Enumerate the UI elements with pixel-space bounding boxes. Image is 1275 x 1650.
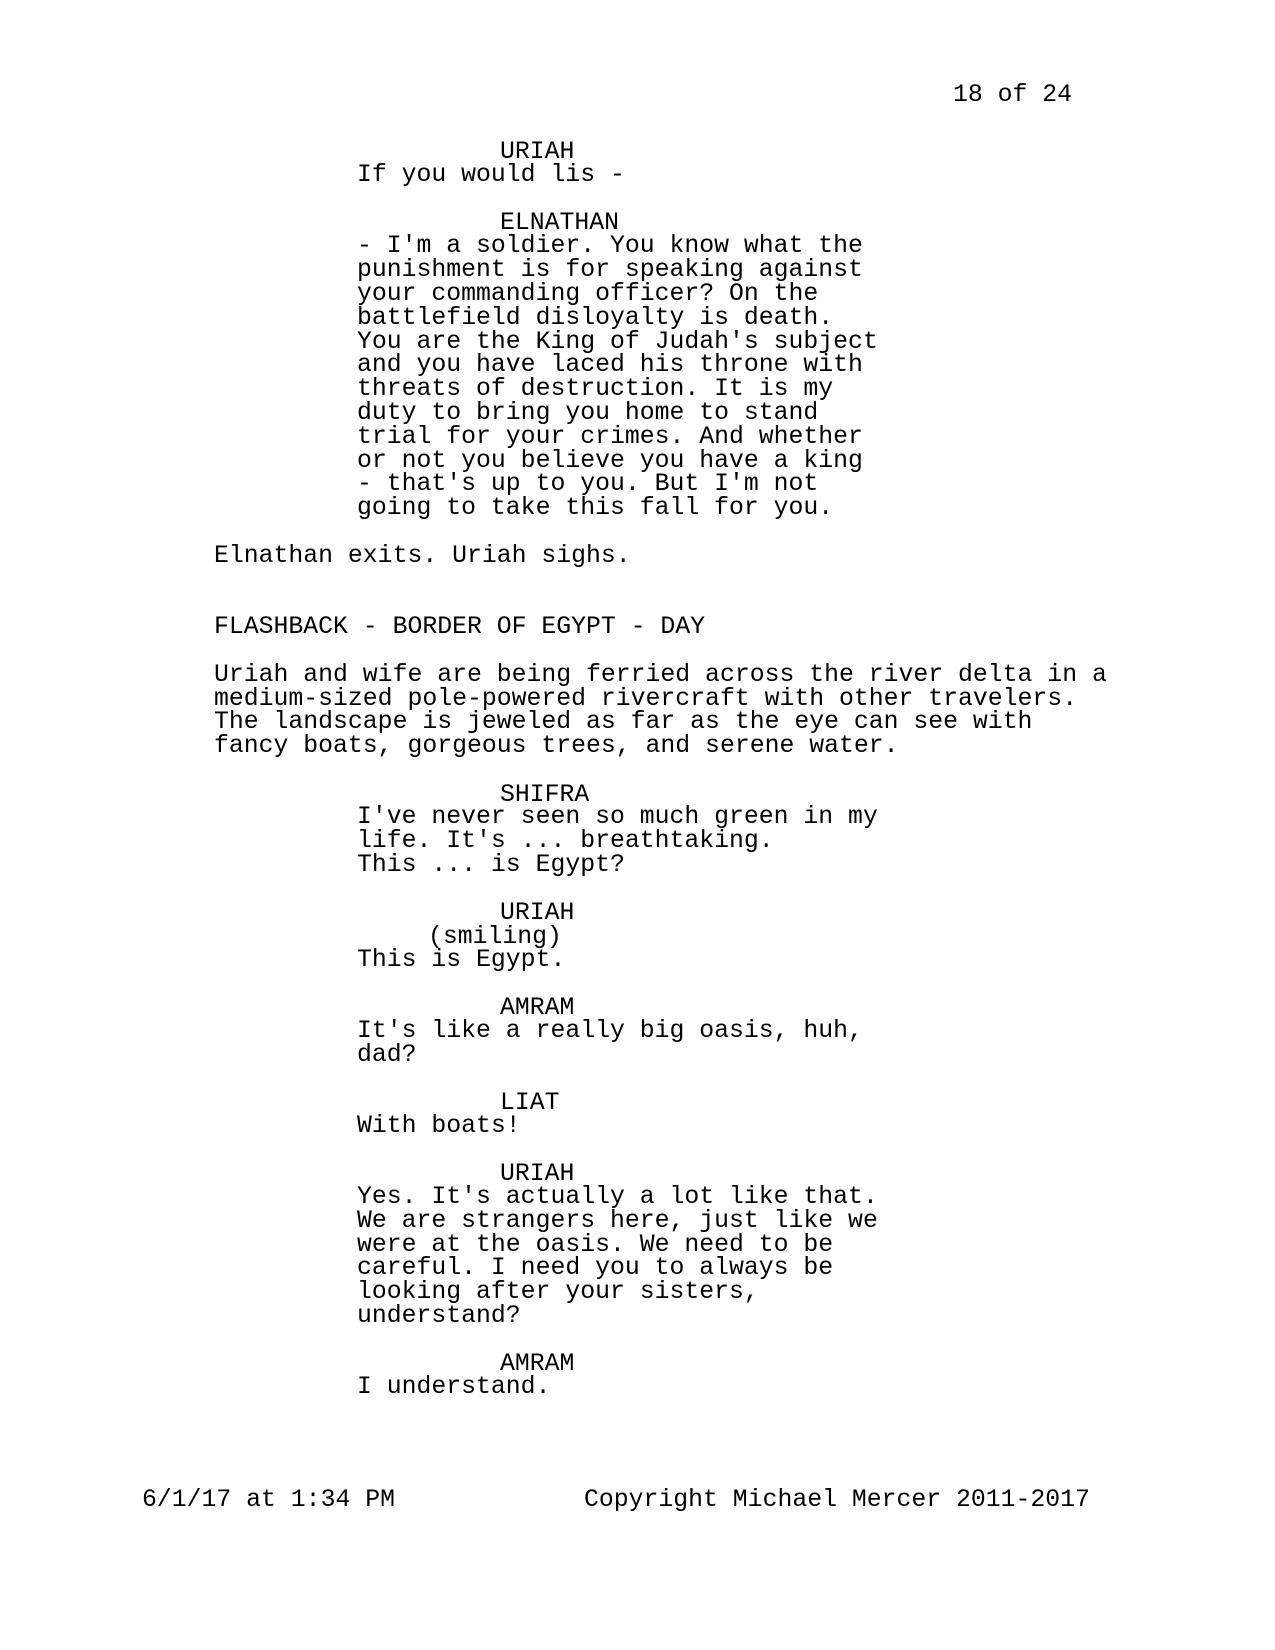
action-line: Elnathan exits. Uriah sighs. xyxy=(214,542,631,570)
dialogue-line: understand? xyxy=(357,1302,521,1330)
dialogue-line: life. It's ... breathtaking. xyxy=(357,827,774,855)
dialogue-line: were at the oasis. We need to be xyxy=(357,1231,834,1259)
action-line: fancy boats, gorgeous trees, and serene water. xyxy=(214,732,899,760)
scene-heading: FLASHBACK - BORDER OF EGYPT - DAY xyxy=(214,613,706,641)
character-cue: URIAH xyxy=(500,138,575,166)
dialogue-line: battlefield disloyalty is death. xyxy=(357,304,834,332)
character-cue: URIAH xyxy=(500,1160,575,1188)
character-cue: ELNATHAN xyxy=(500,209,620,237)
dialogue-line: Yes. It's actually a lot like that. xyxy=(357,1183,878,1211)
dialogue-line: and you have laced his throne with xyxy=(357,351,863,379)
dialogue-line: If you would lis - xyxy=(357,161,625,189)
dialogue-line: With boats! xyxy=(357,1112,521,1140)
character-cue: AMRAM xyxy=(500,994,575,1022)
dialogue-line: You are the King of Judah's subject xyxy=(357,328,878,356)
dialogue-line: I've never seen so much green in my xyxy=(357,803,878,831)
page-number: 18 of 24 xyxy=(953,81,1073,109)
dialogue-line: duty to bring you home to stand xyxy=(357,399,819,427)
dialogue-line: or not you believe you have a king xyxy=(357,447,863,475)
character-cue: URIAH xyxy=(500,899,575,927)
character-cue: LIAT xyxy=(500,1089,560,1117)
dialogue-line: your commanding officer? On the xyxy=(357,280,819,308)
dialogue-line: I understand. xyxy=(357,1373,551,1401)
action-line: medium-sized pole-powered rivercraft with other travelers. xyxy=(214,685,1078,713)
dialogue-line: going to take this fall for you. xyxy=(357,494,834,522)
dialogue-line: This is Egypt. xyxy=(357,946,566,974)
dialogue-line: careful. I need you to always be xyxy=(357,1254,834,1282)
dialogue-line: We are strangers here, just like we xyxy=(357,1207,878,1235)
footer-copyright: Copyright Michael Mercer 2011-2017 xyxy=(584,1486,1090,1514)
dialogue-line: - I'm a soldier. You know what the xyxy=(357,232,863,260)
character-cue: SHIFRA xyxy=(500,781,590,809)
footer-timestamp: 6/1/17 at 1:34 PM xyxy=(142,1486,395,1514)
dialogue-line: This ... is Egypt? xyxy=(357,851,625,879)
dialogue-line: trial for your crimes. And whether xyxy=(357,423,863,451)
action-line: The landscape is jeweled as far as the eye can see with xyxy=(214,708,1033,736)
dialogue-line: It's like a really big oasis, huh, xyxy=(357,1017,863,1045)
parenthetical: (smiling) xyxy=(428,923,562,951)
dialogue-line: punishment is for speaking against xyxy=(357,256,863,284)
character-cue: AMRAM xyxy=(500,1350,575,1378)
dialogue-line: - that's up to you. But I'm not xyxy=(357,470,819,498)
action-line: Uriah and wife are being ferried across the river delta in a xyxy=(214,661,1107,689)
dialogue-line: dad? xyxy=(357,1041,417,1069)
dialogue-line: looking after your sisters, xyxy=(357,1278,759,1306)
dialogue-line: threats of destruction. It is my xyxy=(357,375,834,403)
